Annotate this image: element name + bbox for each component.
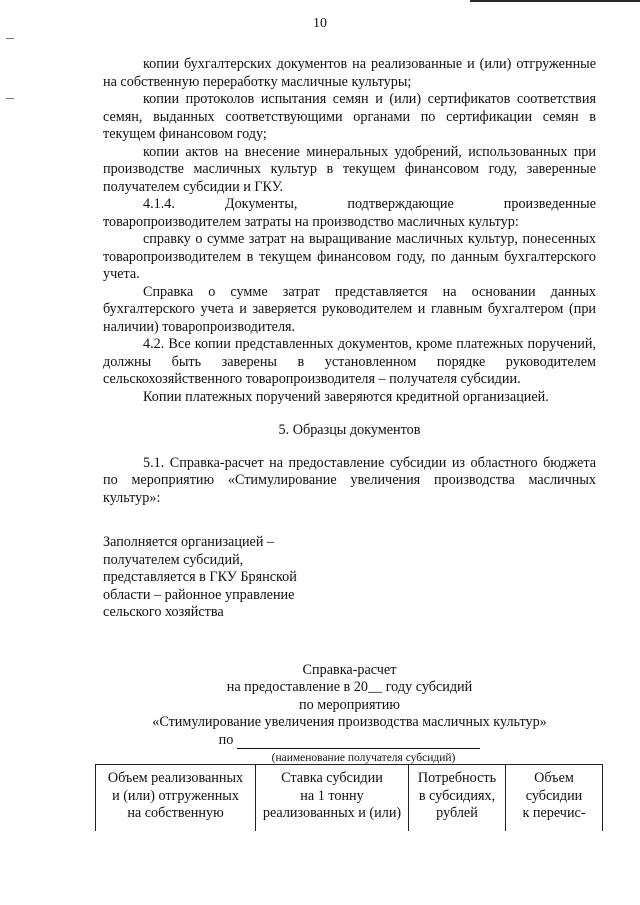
binding-mark <box>6 38 14 39</box>
paragraph: Копии платежных поручений заверяются кредитной организацией. <box>143 388 549 405</box>
table-header-cell: Объем реализованных и (или) отгруженных на собственную <box>96 765 256 831</box>
paragraph: копии бухгалтерских документов на реализованные и (или) отгруженные на собственную переработку масличные культуры; <box>103 56 596 90</box>
calculation-table <box>95 764 603 831</box>
recipient-name-row <box>103 732 596 750</box>
recipient-name-label: по <box>218 731 234 748</box>
paragraph: 4.1.4. Документы, подтверждающие произведенные товаропроизводителем затраты на производство масличных культур: <box>103 196 596 230</box>
form-subtitle-line: «Стимулирование увеличения производства масличных культур» <box>152 714 547 730</box>
paragraph: копии протоколов испытания семян и (или) сертификатов соответствия семян, выданных соответствующими органами по сертификации семян в текущем финансовом году; <box>103 91 596 142</box>
form-subtitle-line: по мероприятию <box>299 696 400 713</box>
recipient-name-blank <box>237 734 480 749</box>
paragraph: Справка о сумме затрат представляется на основании данных бухгалтерского учета и заверяется руководителем и главным бухгалтером (при наличии) товаропроизводителя. <box>103 283 596 335</box>
table-header-row <box>96 765 603 831</box>
recipient-name-caption: (наименование получателя субсидий) <box>271 752 456 764</box>
paragraph: копии актов на внесение минеральных удобрений, использованных при производстве масличных культур в текущем финансовом году, заверенные получателем субсидии и ГКУ. <box>103 143 596 195</box>
form-title: Справка-расчет <box>302 661 397 678</box>
document-body <box>103 56 596 768</box>
paragraph: 4.2. Все копии представленных документов, кроме платежных поручений, должны быть заверены в установленном порядке руководителем сельскохозяйственного товаропроизводителя – получателя субсидии. <box>103 336 596 387</box>
section-title: 5. Образцы документов <box>278 422 421 438</box>
table-header-cell: Ставка субсидии на 1 тонну реализованных и (или) <box>256 765 409 831</box>
page-number: 10 <box>313 16 327 31</box>
section-paragraph: 5.1. Справка-расчет на предоставление субсидии из областного бюджета по мероприятию «Стимулирование увеличения производства масличных культур»: <box>103 454 596 506</box>
table-header-cell: Потребность в субсидиях, рублей <box>409 765 506 831</box>
binding-mark <box>6 98 14 99</box>
form-subtitle-line: на предоставление в 20__ году субсидий <box>226 679 473 695</box>
table-header-cell: Объем субсидии к перечис- <box>506 765 603 831</box>
scan-edge-line <box>470 0 640 2</box>
fill-note: Заполняется организацией – получателем субсидий, представляется в ГКУ Брянской области – районное управление сельского хозяйства <box>103 534 297 620</box>
paragraph: справку о сумме затрат на выращивание масличных культур, понесенных товаропроизводителем в текущем финансовом году, по данным бухгалтерского учета. <box>103 231 596 282</box>
